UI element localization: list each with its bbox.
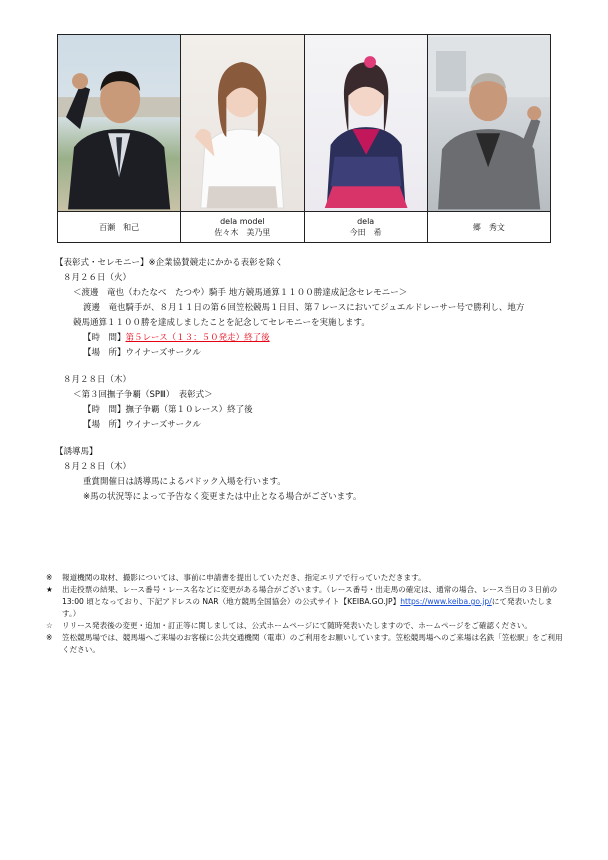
note-mark: ※ (46, 573, 53, 582)
note-text-before: 出走投票の結果、レース番号・レース名などに変更がある場合がございます。（レース番号・出走馬の確定は、通常の場合、レース当日の３日前の 13:00 頃となっており、下記アドレスの NAR（地方競馬全国協会）の公式サイト【KEIBA.GO.JP】 (62, 585, 558, 606)
ceremony-date-1: ８月２６日（火） (63, 273, 132, 283)
name-cell (427, 212, 550, 243)
photo-cell (58, 35, 181, 212)
person-silhouette (428, 35, 550, 211)
person-name: 郷 秀文 (472, 222, 505, 232)
event-2-time-value: 撫子争覇（第１０レース）終了後 (125, 405, 253, 415)
ceremony-date-2: ８月２８日（木） (63, 375, 132, 385)
person-role: dela (357, 217, 375, 227)
note-text: 報道機関の取材、撮影については、事前に申請書を提出していただき、指定エリアで行っていただきます。 (62, 573, 426, 582)
name-cell (58, 212, 181, 243)
note-text (62, 584, 566, 620)
ceremony-event-1-title: ＜渡邊 竜也（わたなべ たつや）騎手 地方競馬通算１１００勝達成記念セレモニー＞ (73, 288, 408, 298)
person-role: dela model (220, 217, 265, 227)
ceremony-event-2-place (55, 418, 565, 433)
photo-table (57, 34, 551, 243)
note-item (46, 632, 566, 656)
note-item (46, 584, 566, 620)
note-text-after: にて発表いたします。） (62, 597, 553, 618)
event-1-time-value: 第５レース（１３：５０発走）終了後 (125, 333, 270, 343)
place-label: 【場 所】 (83, 420, 126, 430)
ceremony-event-1-desc: 渡邊 竜也騎手が、８月１１日の第６回笠松競馬１日目、第７レースにおいてジュエルドレーサー号で勝利し、地方 (83, 303, 525, 313)
note-item (46, 620, 566, 632)
note-text: 笠松競馬場では、競馬場へご来場のお客様に公共交通機関（電車）のご利用をお願いしています。笠松競馬場へのご来場は名鉄「笠松駅」をご利用ください。 (62, 633, 563, 654)
lead-horse-line-1: 重賞開催日は誘導馬によるパドック入場を行います。 (83, 477, 286, 487)
ceremony-event-1-place (55, 346, 565, 361)
name-cell (304, 212, 427, 243)
time-label: 【時 間】 (83, 333, 126, 343)
note-text: リリース発表後の変更・追加・訂正等に関しましては、公式ホームページにて随時発表いたしますので、ホームページをご確認ください。 (62, 621, 532, 630)
keiba-link[interactable]: https://www.keiba.go.jp/ (400, 597, 492, 606)
person-silhouette (305, 35, 427, 211)
person-silhouette (58, 35, 180, 211)
person-silhouette (181, 35, 303, 211)
photo-momose (58, 35, 180, 211)
note-item (46, 572, 566, 584)
photo-imada (305, 35, 427, 211)
name-cell (181, 212, 304, 243)
place-label: 【場 所】 (83, 348, 126, 358)
lead-horse-line-2: ※馬の状況等によって予告なく変更または中止となる場合がございます。 (83, 492, 362, 502)
note-mark: ☆ (46, 621, 53, 630)
photo-cell (427, 35, 550, 212)
lead-horse-date: ８月２８日（木） (63, 462, 132, 472)
note-mark: ※ (46, 633, 53, 642)
person-name: 佐々木 美乃里 (214, 228, 271, 238)
person-name: 百瀬 和己 (99, 222, 140, 232)
person-name: 今田 希 (349, 228, 382, 238)
notes-section (46, 572, 566, 656)
ceremony-heading: 【表彰式・セレモニー】※企業協賛競走にかかる表彰を除く (55, 258, 284, 268)
event-2-place-value: ウイナーズサークル (125, 420, 201, 430)
photo-sasaki (181, 35, 303, 211)
time-label: 【時 間】 (83, 405, 126, 415)
photo-cell (181, 35, 304, 212)
ceremony-event-2-title: ＜第３回撫子争覇（SPⅢ） 表彰式＞ (73, 390, 213, 400)
photo-cell (304, 35, 427, 212)
note-mark: ★ (46, 585, 53, 594)
ceremony-event-1-desc-cont: 競馬通算１１００勝を達成しましたことを記念してセレモニーを実施します。 (73, 318, 370, 328)
ceremony-event-2-time (55, 403, 565, 418)
main-content (55, 256, 565, 505)
event-1-place-value: ウイナーズサークル (125, 348, 201, 358)
ceremony-event-1-time (55, 331, 565, 346)
photo-go (428, 35, 550, 211)
lead-horse-heading: 【誘導馬】 (55, 447, 98, 457)
